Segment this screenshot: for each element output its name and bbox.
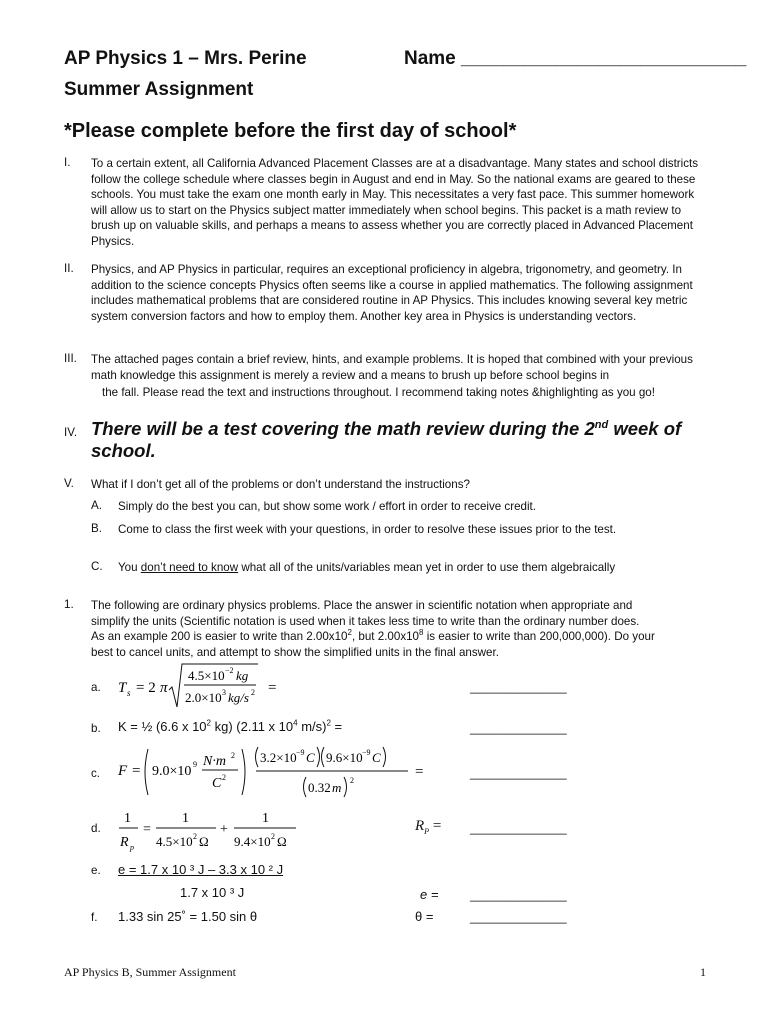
kinetic-energy-text: kg) (2.11 x 10 [210, 719, 294, 734]
exponent: 4 [293, 718, 298, 728]
part-label-a: a. [91, 681, 101, 694]
svg-text:Ω: Ω [199, 834, 209, 849]
test-notice-text: There will be a test covering the math review during the 2 [91, 418, 595, 439]
ordinal-suffix: nd [594, 418, 609, 431]
section-number: IV. [64, 426, 78, 439]
svg-text:=: = [132, 763, 141, 779]
problem-number: 1. [64, 598, 74, 611]
problem-intro-line: best to cancel units, and attempt to show the simplified units in the final answer. [91, 645, 499, 659]
answer-blank-f[interactable]: _______________ [470, 911, 567, 924]
svg-text:2: 2 [350, 776, 354, 785]
intro-fragment: is easier to write than 200,000,000). Do your [423, 630, 655, 643]
section-number: V. [64, 477, 74, 490]
svg-text:2: 2 [193, 832, 197, 841]
test-notice [91, 418, 681, 440]
e-answer-variable: e = [420, 887, 439, 902]
intro-fragment: , but 2.00x10 [351, 630, 420, 643]
subitem-text: Simply do the best you can, but show some work / effort in order to receive credit. [118, 500, 537, 513]
svg-text:C: C [306, 750, 315, 765]
part-label-c: c. [91, 767, 101, 780]
svg-text:0.32: 0.32 [308, 780, 331, 795]
svg-text:= 2: = 2 [136, 680, 156, 696]
page-title: AP Physics 1 – Mrs. Perine [64, 48, 307, 69]
svg-text:T: T [118, 680, 127, 696]
footer-text: AP Physics B, Summer Assignment [64, 965, 236, 979]
kinetic-energy-text: K = ½ (6.6 x 10 [118, 719, 207, 734]
subitem-text [118, 560, 615, 576]
svg-text:4.5×10: 4.5×10 [156, 834, 193, 849]
svg-text:R: R [120, 835, 129, 850]
svg-text:1: 1 [182, 811, 189, 826]
equation-a [118, 660, 293, 717]
part-label-e: e. [91, 864, 101, 877]
underlined-phrase: don’t need to know [140, 561, 239, 574]
svg-text:3.2×10: 3.2×10 [260, 750, 297, 765]
svg-text:F: F [118, 763, 128, 779]
svg-text:9.4×10: 9.4×10 [234, 834, 271, 849]
subitem-text-end: what all of the units/variables mean yet in order to use them algebraically [238, 561, 616, 574]
section-number: III. [64, 352, 77, 365]
svg-text:−9: −9 [362, 748, 371, 757]
d-answer-variable [415, 818, 441, 836]
equals-sign: = [432, 818, 442, 834]
e-numerator: e = 1.7 x 10 ³ J – 3.3 x 10 ² J [118, 862, 284, 877]
part-label-f: f. [91, 911, 98, 924]
parallel-resistance-formula [116, 806, 316, 854]
answer-blank-a[interactable]: _______________ [470, 681, 567, 694]
e-denominator: 1.7 x 10 ³ J [180, 885, 245, 900]
svg-text:9.0×10: 9.0×10 [152, 764, 192, 779]
svg-text:p: p [130, 843, 134, 852]
test-notice-text-end: week of [608, 418, 682, 439]
svg-text:1: 1 [124, 811, 131, 826]
subitem-letter: B. [91, 522, 102, 535]
svg-text:2: 2 [222, 773, 226, 782]
exponent: 2 [347, 628, 352, 638]
svg-text:m: m [332, 780, 342, 795]
page-number: 1 [700, 965, 706, 979]
subitem-letter: C. [91, 560, 103, 573]
section-number: I. [64, 156, 71, 169]
equation-b [118, 719, 342, 734]
section-number: II. [64, 262, 74, 275]
svg-text:−9: −9 [296, 748, 305, 757]
svg-text:4.5×10: 4.5×10 [188, 668, 225, 683]
svg-text:=: = [415, 764, 424, 780]
coulomb-formula [118, 743, 438, 801]
svg-text:2: 2 [231, 751, 235, 760]
exponent: 8 [419, 628, 424, 638]
resistance-subscript: P [424, 827, 430, 836]
svg-text:Ω: Ω [277, 834, 287, 849]
problem-intro-line: simplify the units (Scientific notation is used when it takes less time to write than the ordinary number does. [91, 614, 640, 628]
svg-text:=: = [268, 680, 277, 696]
resistance-symbol: R [415, 818, 425, 834]
exponent: 2 [326, 718, 331, 728]
f-answer-variable: θ = [415, 909, 434, 924]
section-text: What if I don’t get all of the problems or don’t understand the instructions? [91, 478, 470, 491]
subitem-text: Come to class the first week with your questions, in order to resolve these issues prior to the test. [118, 523, 617, 536]
svg-text:2: 2 [271, 832, 275, 841]
problem-intro [91, 598, 731, 660]
part-label-b: b. [91, 722, 101, 735]
section-text: The attached pages contain a brief review, hints, and example problems. It is hoped that combined with your previous math knowledge this assignment is merely a review and a means to brush up before school begins in [91, 353, 693, 382]
snell-equation: 1.33 sin 25˚ = 1.50 sin θ [118, 909, 258, 924]
answer-blank-e[interactable]: _______________ [470, 889, 567, 902]
intro-fragment: As an example 200 is easier to write than 2.00x10 [91, 630, 348, 643]
svg-text:9.6×10: 9.6×10 [326, 750, 363, 765]
equation-c [118, 743, 438, 806]
svg-text:−2: −2 [225, 666, 234, 675]
subitem-text-start: You [118, 561, 141, 574]
page-subtitle: Summer Assignment [64, 79, 254, 100]
svg-text:C: C [212, 776, 222, 791]
svg-text:C: C [372, 750, 381, 765]
name-field[interactable]: Name ___________________________ [404, 48, 747, 69]
problem-intro-line [91, 629, 731, 645]
equation-d [116, 806, 316, 859]
svg-text:3: 3 [222, 688, 226, 697]
svg-text:=: = [143, 822, 151, 837]
answer-blank-c[interactable]: _______________ [470, 767, 567, 780]
kinetic-energy-text: m/s) [297, 719, 327, 734]
svg-text:2.0×10: 2.0×10 [185, 690, 222, 705]
svg-text:N·m: N·m [203, 754, 226, 769]
svg-text:s: s [127, 688, 131, 698]
part-label-d: d. [91, 822, 101, 835]
svg-text:π: π [160, 680, 168, 696]
section-text-continued: the fall. Please read the text and instructions throughout. I recommend taking notes &highlighting as you go! [102, 386, 655, 399]
exponent: 2 [206, 718, 211, 728]
svg-text:9: 9 [193, 760, 197, 769]
subitem-letter: A. [91, 499, 102, 512]
svg-text:2: 2 [251, 688, 255, 697]
notice-heading: *Please complete before the first day of school* [64, 120, 517, 142]
period-formula [118, 660, 293, 712]
svg-text:kg/s: kg/s [228, 690, 249, 705]
test-notice-continued: school. [91, 440, 156, 461]
answer-blank-b[interactable]: _______________ [470, 722, 567, 735]
answer-blank-d[interactable]: _______________ [470, 822, 567, 835]
problem-intro-line: The following are ordinary physics problems. Place the answer in scientific notation when appropriate and [91, 599, 633, 612]
kinetic-energy-text: = [330, 719, 343, 734]
svg-text:kg: kg [236, 668, 249, 683]
svg-text:+: + [220, 822, 228, 837]
svg-text:1: 1 [262, 811, 269, 826]
section-text: Physics, and AP Physics in particular, requires an exceptional proficiency in algebra, trigonometry, and geometry. In addition to the science concepts Physics often seems like a course in applied mathematics. The following assignment includes mathematical problems that are considered routine in AP Physics. This includes knowing several key metric system conversion factors and how to employ them. Another key area in Physics is understanding vectors. [91, 263, 693, 323]
section-text: To a certain extent, all California Advanced Placement Classes are at a disadvantage. Many states and school districts follow the college schedule where classes begin in August and end in May. So the national exams are geared to these schools. You must take the exam one month early in May. This necessitates a very fast pace. This summer homework will allow us to start on the Physics subject matter immediately when school begins. This packet is a math review to brush up on valuable skills, and perhaps a means to assess whether you are correctly placed in Advanced Placement Physics. [91, 157, 699, 248]
